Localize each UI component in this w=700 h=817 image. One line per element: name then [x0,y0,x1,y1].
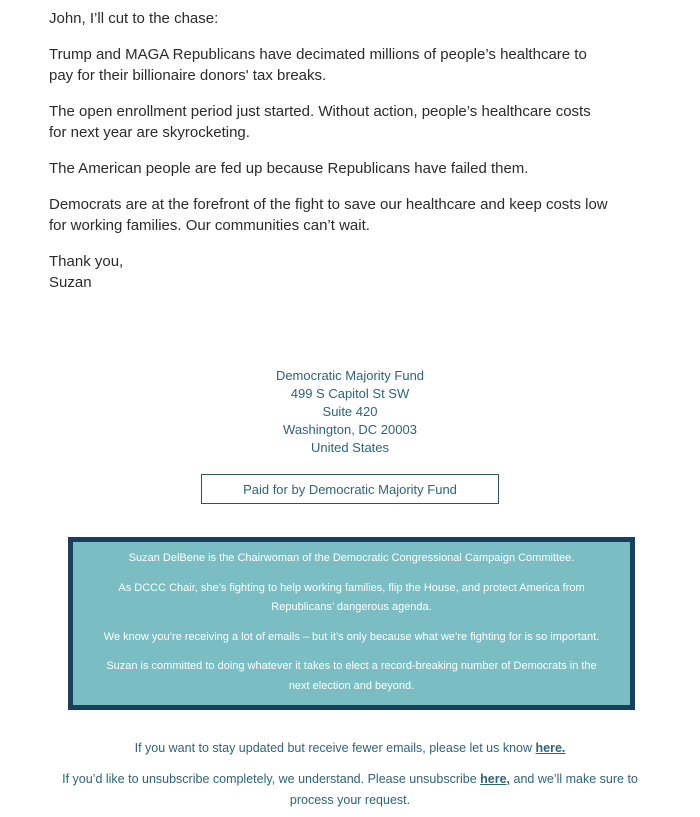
campaign-info-box [68,537,635,710]
fewer-emails-line [0,738,700,759]
signature-name: Suzan [49,274,92,291]
unsubscribe-sentence [62,772,638,786]
paragraph-line: Trump and MAGA Republicans have decimated millions of people’s healthcare to [49,46,587,63]
infobox-paragraph-1 [75,549,628,569]
body-paragraph-1 [49,44,689,86]
greeting-line [49,8,689,29]
email-footer [0,738,700,811]
unsubscribe-suffix-text: and we’ll make sure to [510,772,638,786]
infobox-line: Suzan is committed to doing whatever it takes to elect a record-breaking number of Democrats in the [106,660,597,672]
infobox-line: As DCCC Chair, she’s fighting to help working families, flip the House, and protect America from [118,581,585,594]
paragraph-line: Democrats are at the forefront of the fight to save our healthcare and keep costs low [49,196,608,213]
infobox-paragraph-4 [75,657,628,696]
organization-address [0,367,700,457]
paid-for-disclaimer-box [201,474,499,504]
infobox-line: Republicans’ dangerous agenda. [271,601,432,613]
fewer-emails-text: If you want to stay updated but receive fewer emails, please let us know [134,741,536,755]
infobox-line: next election and beyond. [288,679,415,692]
infobox-paragraph-2 [75,579,628,618]
unsubscribe-text: If you’d like to unsubscribe completely, we understand. Please unsubscribe [62,772,481,786]
address-line-street: 499 S Capitol St SW [290,386,410,401]
paragraph-line: for next year are skyrocketing. [49,124,250,141]
fewer-emails-sentence [135,741,566,755]
paid-for-text: Paid for by Democratic Majority Fund [243,481,457,497]
address-line-country: United States [310,440,390,455]
paragraph-line: pay for their billionaire donors' tax breaks. [49,67,327,84]
signoff-text: Thank you, [49,253,124,270]
infobox-line: We know you’re receiving a lot of emails – but it’s only because what we’re fighting for is so important. [103,630,600,643]
address-line-org: Democratic Majority Fund [275,368,425,383]
unsubscribe-last-line: process your request. [289,793,411,807]
paragraph-line: The open enrollment period just started. Without action, people’s healthcare costs [49,103,591,120]
greeting-text: John, I’ll cut to the chase: [49,10,219,27]
signature-block [49,251,689,293]
infobox-paragraph-3 [75,628,628,648]
body-paragraph-4 [49,194,689,236]
unsubscribe-link[interactable]: here, [480,772,511,786]
address-line-city: Washington, DC 20003 [283,422,417,437]
unsubscribe-paragraph [0,769,700,811]
infobox-line: Suzan DelBene is the Chairwoman of the Democratic Congressional Campaign Committee. [128,552,575,564]
body-paragraph-2 [49,101,689,143]
paragraph-line: The American people are fed up because Republicans have failed them. [49,160,529,177]
fewer-emails-link[interactable]: here. [535,741,566,755]
email-body-text [0,0,689,293]
paragraph-line: for working families. Our communities can’t wait. [49,217,370,234]
address-line-suite: Suite 420 [322,404,378,419]
body-paragraph-3 [49,158,689,179]
